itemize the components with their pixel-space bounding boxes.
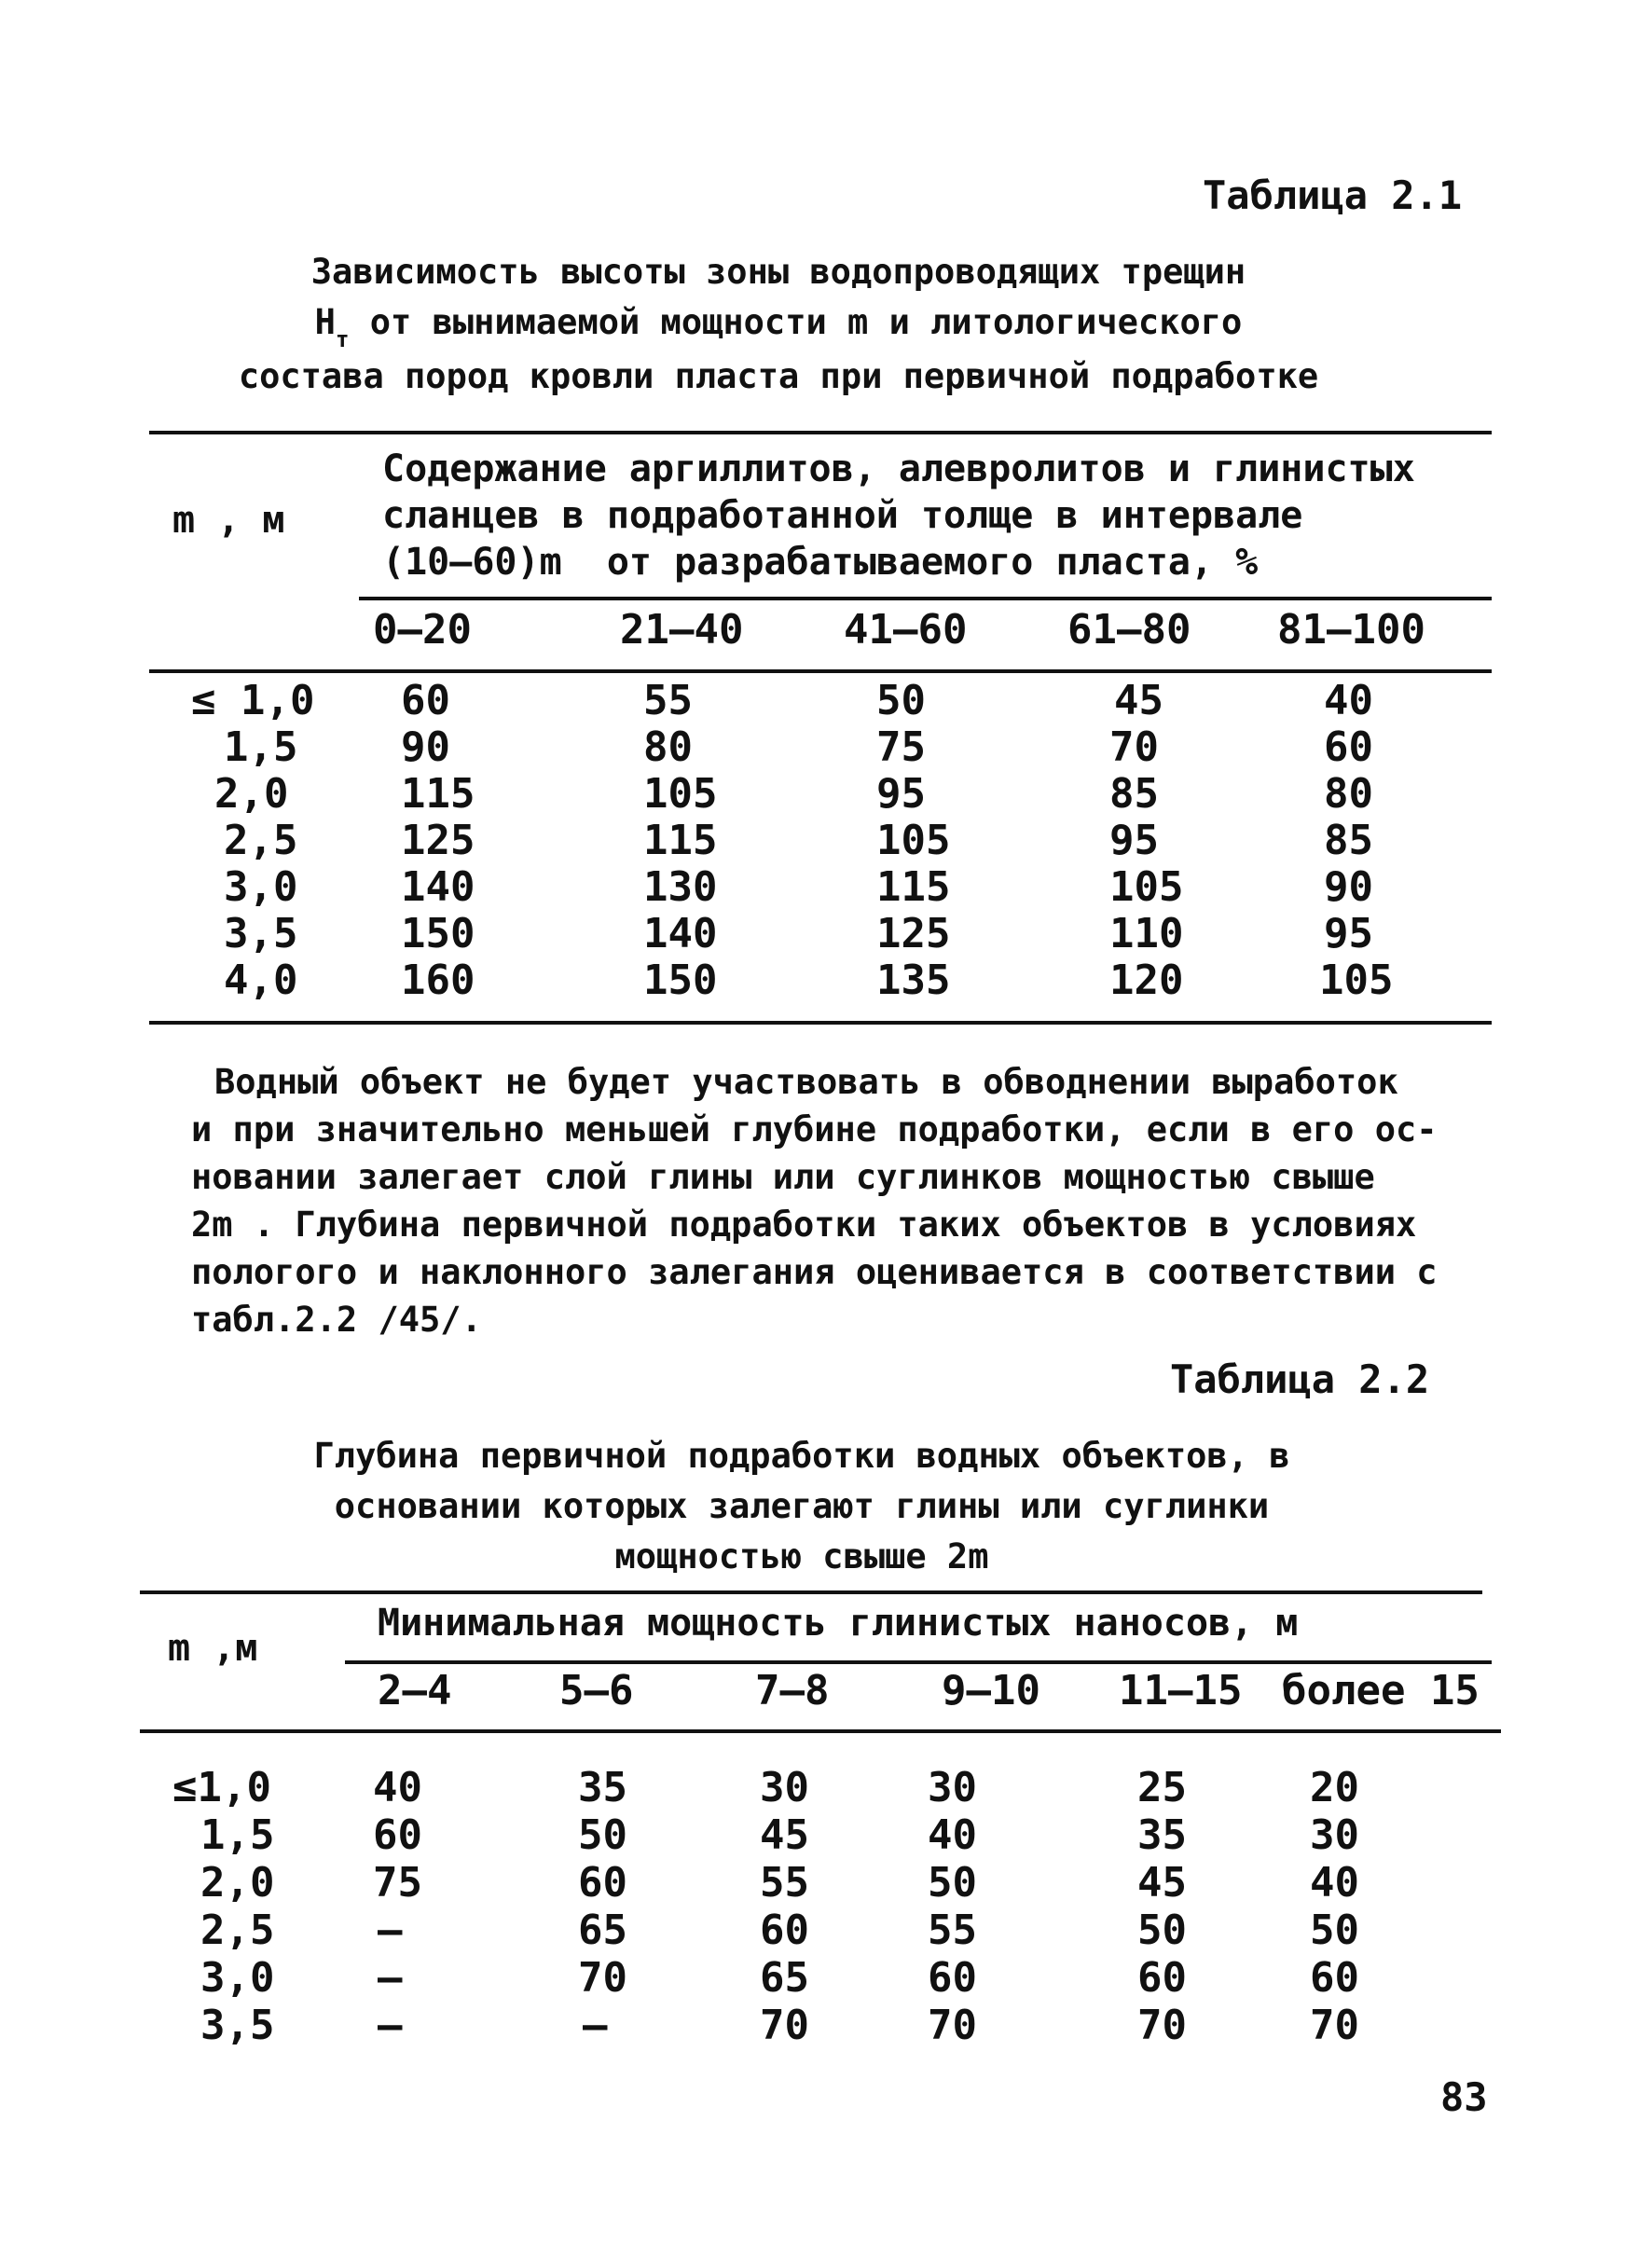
table1-bottom-rule [149,1021,1492,1025]
table-cell: 35 [578,1764,627,1811]
table-cell: 90 [401,723,450,771]
table1-subheader-rule [359,597,1492,600]
table-cell: 50 [876,677,926,724]
table2-group-header: Минимальная мощность глинистых наносов, м [378,1602,1299,1645]
table1-m-cell: 1,5 [224,723,298,771]
table1-m-cell: 2,5 [224,817,298,864]
table1-header-rule [149,669,1492,673]
table-cell: 60 [1137,1954,1187,2002]
table1-title-line2 [140,297,1417,351]
table1-title-line2-b: и литологического [888,302,1243,342]
table2-subheader-rule [345,1660,1492,1664]
table-cell: 95 [1324,910,1373,957]
table-cell: 50 [928,1859,977,1907]
table-cell: 65 [760,1954,809,2002]
table-cell: 120 [1109,957,1184,1004]
table-cell: 20 [1310,1764,1359,1811]
table-cell: 55 [928,1907,977,1954]
table-cell: – [378,1907,403,1954]
table1-group-header-tail: от разрабатываемого пласта, % [606,541,1259,584]
table1-group-header-line3 [382,541,1258,584]
table2-m-cell: 1,5 [200,1811,275,1859]
table1-m-cell: 3,0 [224,863,298,911]
table1-m-cell: 3,5 [224,910,298,957]
table2-title-line1: Глубина первичной подработки водных объектов, в [313,1436,1290,1476]
table-cell: 150 [643,957,718,1004]
table-cell: 30 [760,1764,809,1811]
table1-title [140,247,1417,402]
table2-col-header: более 15 [1282,1667,1480,1714]
table1-title-line1: Зависимость высоты зоны водопроводящих трещин [310,252,1246,292]
table2-col-header: 7–8 [755,1667,830,1714]
table-cell: 65 [578,1907,627,1954]
paragraph-line: пологого и наклонного залегания оценивается в соответствии с [191,1252,1438,1292]
table1-caption: Таблица 2.1 [1203,172,1463,218]
table-cell: 60 [760,1907,809,1954]
table1-group-header-line2: сланцев в подработанной толще в интервале [382,494,1303,537]
table1-title-line3: состава пород кровли пласта при первичной подработке [238,356,1319,396]
table-cell: 50 [1310,1907,1359,1954]
table2-title-line3: мощностью свыше 2m [614,1536,989,1576]
paragraph-line: и при значительно меньшей глубине подработки, если в его ос- [191,1109,1438,1150]
table-cell: 70 [1137,2002,1187,2049]
table-cell: 105 [876,817,951,864]
table-cell: 25 [1137,1764,1187,1811]
table1-col-header: 0–20 [373,606,472,654]
table1-group-header-line1: Содержание аргиллитов, алевролитов и глинистых [382,447,1415,490]
table-cell: 75 [876,723,926,771]
table-cell: 30 [928,1764,977,1811]
table-cell: 95 [876,770,926,818]
table2-col-header: 5–6 [559,1667,634,1714]
table2-m-cell: 3,5 [200,2002,275,2049]
table-cell: 160 [401,957,475,1004]
table-cell: 115 [876,863,951,911]
table1-group-header-interval: (10–60)m [382,541,562,584]
table-cell: 60 [928,1954,977,2002]
table2-col-header: 11–15 [1119,1667,1243,1714]
paragraph-line: новании залегает слой глины или суглинков мощностью свыше [191,1157,1375,1197]
table-cell: 40 [1324,677,1373,724]
table-cell: 140 [401,863,475,911]
table-cell: 150 [401,910,475,957]
table2-title-line2: основании которых залегают глины или суглинки [334,1486,1270,1526]
table-cell: 105 [1109,863,1184,911]
table-cell: 60 [401,677,450,724]
table1-col-header: 41–60 [844,606,968,654]
table1-m-cell: 2,0 [214,770,289,818]
table1-col-header: 61–80 [1067,606,1191,654]
table2-header-rule [140,1729,1501,1733]
table-cell: 135 [876,957,951,1004]
table1-m-cell: ≤ 1,0 [191,677,315,724]
table-cell: 90 [1324,863,1373,911]
table-cell: 95 [1109,817,1159,864]
table-cell: – [583,2002,608,2049]
table-cell: 70 [578,1954,627,2002]
table1-col-header: 81–100 [1277,606,1425,654]
table-cell: 130 [643,863,718,911]
table-cell: 75 [373,1859,422,1907]
page-number: 83 [1440,2074,1488,2120]
table-cell: 115 [643,817,718,864]
table-cell: 40 [1310,1859,1359,1907]
table-cell: 50 [578,1811,627,1859]
symbol-m: m [847,302,869,342]
symbol-h: H [314,302,336,342]
body-paragraph [191,1058,1506,1343]
table-cell: 80 [1324,770,1373,818]
table-cell: – [378,1954,403,2002]
table1-title-line2-a: от вынимаемой мощности [369,302,827,342]
table2-top-rule [140,1590,1482,1594]
table-cell: 70 [1310,2002,1359,2049]
table-cell: 115 [401,770,475,818]
table2-row-header: m ,м [168,1627,258,1670]
table-cell: 80 [643,723,693,771]
table-cell: 70 [1109,723,1159,771]
table2-m-cell: 2,0 [200,1859,275,1907]
table-cell: 125 [876,910,951,957]
table-cell: 140 [643,910,718,957]
table-cell: 60 [578,1859,627,1907]
paragraph-line: 2m . Глубина первичной подработки таких объектов в условиях [191,1205,1417,1245]
table-cell: 105 [643,770,718,818]
table-cell: 45 [1137,1859,1187,1907]
table2-col-header: 2–4 [378,1667,452,1714]
table-cell: 85 [1109,770,1159,818]
table-cell: 30 [1310,1811,1359,1859]
table1-top-rule [149,431,1492,434]
table-cell: 85 [1324,817,1373,864]
table-cell: 60 [373,1811,422,1859]
table1-row-header: m , м [172,499,285,542]
table2-m-cell: ≤1,0 [172,1764,271,1811]
table-cell: 45 [1114,677,1163,724]
table-cell: 40 [928,1811,977,1859]
table-cell: 45 [760,1811,809,1859]
table2-col-header: 9–10 [942,1667,1040,1714]
table-cell: 110 [1109,910,1184,957]
table-cell: 35 [1137,1811,1187,1859]
table-cell: 50 [1137,1907,1187,1954]
table-cell: 40 [373,1764,422,1811]
table-cell: 105 [1319,957,1394,1004]
table2-m-cell: 2,5 [200,1907,275,1954]
symbol-h-sub: т [335,326,350,352]
table-cell: 70 [928,2002,977,2049]
table-cell: 55 [760,1859,809,1907]
table-cell: 55 [643,677,693,724]
table1-m-cell: 4,0 [224,957,298,1004]
paragraph-line: табл.2.2 /45/. [191,1300,482,1340]
table2-caption: Таблица 2.2 [1170,1356,1430,1402]
table1-col-header: 21–40 [620,606,744,654]
table2-title [186,1431,1417,1582]
paragraph-line: Водный объект не будет участвовать в обводнении выработок [214,1062,1398,1102]
table-cell: – [378,2002,403,2049]
table-cell: 60 [1310,1954,1359,2002]
table2-m-cell: 3,0 [200,1954,275,2002]
table-cell: 125 [401,817,475,864]
table-cell: 70 [760,2002,809,2049]
table-cell: 60 [1324,723,1373,771]
